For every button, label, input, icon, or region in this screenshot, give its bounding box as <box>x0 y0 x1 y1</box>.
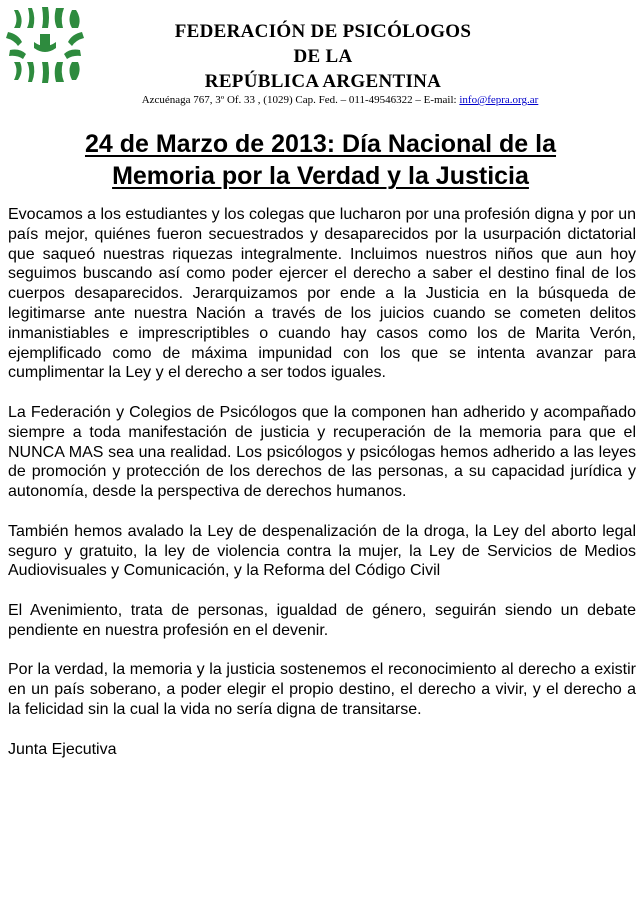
org-line-1: FEDERACIÓN DE PSICÓLOGOS <box>174 21 472 42</box>
email-link[interactable]: info@fepra.org.ar <box>459 94 539 106</box>
paragraph: La Federación y Colegios de Psicólogos que la componen han adherido y acompañado siempre a toda manifestación de justicia y recuperación de la memoria para que el NUNCA MAS sea una realidad. Los psicólogos y psicólogas hemos adherido a las leyes de promoción y protección de los derechos de las personas, a su capacidad jurídica y autonomía, desde la perspectiva de derechos humanos. <box>8 403 636 501</box>
organization-name <box>110 19 536 94</box>
title-line-1: 24 de Marzo de 2013: Día Nacional de la <box>84 130 557 158</box>
org-line-3: REPÚBLICA ARGENTINA <box>204 71 442 92</box>
contact-address <box>60 93 620 107</box>
address-text: Azcuénaga 767, 3º Of. 33 , (1029) Cap. Fed. – 011-49546322 – E-mail: <box>141 94 460 106</box>
paragraph: El Avenimiento, trata de personas, igualdad de género, seguirán siendo un debate pendiente en nuestra profesión en el devenir. <box>8 601 636 639</box>
page-title <box>0 128 641 192</box>
title-line-2: Memoria por la Verdad y la Justicia <box>112 162 529 190</box>
fepra-logo-icon <box>6 6 84 84</box>
paragraph: Por la verdad, la memoria y la justicia sostenemos el reconocimiento al derecho a existir en un país soberano, a poder elegir el propio destino, el derecho a vivir, y el derecho a la felicidad sin la cual la vida no sería digna de transitarse. <box>8 661 636 718</box>
org-line-2: DE LA <box>293 46 353 67</box>
signature: Junta Ejecutiva <box>8 740 117 758</box>
paragraph: Evocamos a los estudiantes y los colegas que lucharon por una profesión digna y por un país mejor, quiénes fueron secuestrados y desaparecidos por la usurpación dictatorial que saqueó nuestras riquezas integralmente. Incluimos nuestros niños que aun hoy seguimos buscando así como poder ejercer el derecho a saber el destino final de los cuerpos desaparecidos. Jerarquizamos por ende a la Justicia en la búsqueda de legitimarse ante nuestra Nación a través de los juicios cuando se cometen delitos inmanistiables e imprescriptibles o cuando hay casos como los de Marita Verón, ejemplificado como de máxima impunidad con los que se intenta avanzar para cumplimentar la Ley y el derecho a ser todos iguales. <box>8 206 636 382</box>
paragraph: También hemos avalado la Ley de despenalización de la droga, la Ley del aborto legal seguro y gratuito, la ley de violencia contra la mujer, la Ley de Servicios de Medios Audiovisuales y Comunicación, y la Reforma del Código Civil <box>8 522 636 580</box>
document-body <box>8 205 636 779</box>
